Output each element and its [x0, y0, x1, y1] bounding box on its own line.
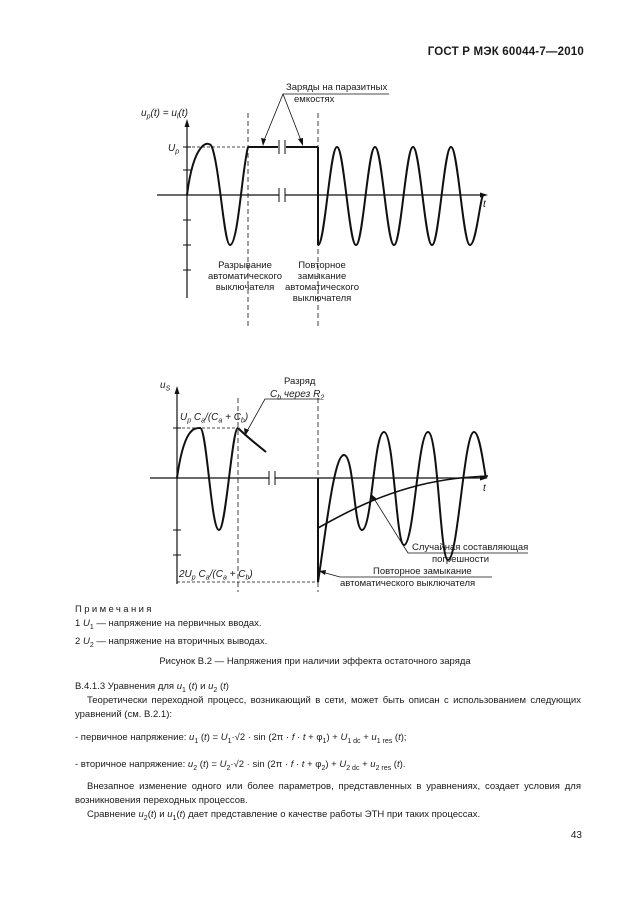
equation-primary: - первичное напряжение: $u_1$ $(t) = U_1\cdot√2 \cdot \sin (2\pi \cdot f \cdot t + \varphi_1) + U_{1 dc} + u_{1 res}$ (t);: [75, 732, 407, 745]
bottom-y-axis-label: $u_S$: [160, 380, 171, 393]
bottom-upper-level-label: $U_p$ $C_a/(C_a + C_b)$: [180, 412, 249, 425]
annot-break-line3: выключателя: [215, 282, 275, 293]
annot-discharge-line1: Разряд: [284, 376, 316, 387]
top-up-label: $U_p$: [168, 143, 180, 156]
paragraph-3: Сравнение $u_2(t)$ и $u_1(t)$ дает представление о качестве работы ЭТН при таких процессах.: [87, 809, 481, 822]
paragraph-1: Теоретически переходной процесс, возникающий в сети, может быть описан с использованием следующих уравнений (см. В.2.1):: [75, 695, 581, 720]
annot-discharge-line2: $C_b$ через $R_2$: [270, 389, 325, 402]
bottom-y-arrow: [175, 386, 180, 394]
top-wave-after: [318, 147, 483, 245]
bottom-discharge-curve: [238, 428, 266, 452]
top-t-arrow: [480, 193, 488, 198]
top-y-axis-label: $u_p(t) = u_l(t)$: [141, 108, 188, 121]
page-number: 43: [570, 830, 582, 841]
annot-reclose-line4: выключателя: [292, 293, 352, 304]
figure-notes: [75, 603, 267, 653]
annot-reclose-line2: замыкание: [297, 271, 347, 282]
top-t-label: t: [483, 199, 486, 210]
note-item-2: 2 $U_2$ — напряжение на вторичных выводах.: [75, 635, 268, 649]
top-y-arrow: [185, 119, 190, 127]
annot-random-line1: Случайная составляющая: [412, 542, 529, 553]
annot-reclose-line3: автоматического: [285, 282, 359, 293]
annot-random-line2: погрешности: [432, 554, 490, 565]
figure-caption: Рисунок В.2 — Напряжения при наличии эффекта остаточного заряда: [159, 656, 471, 667]
annot-charges-line2: емкостях: [294, 94, 335, 105]
annot-bottom-reclose-line2: автоматического выключателя: [340, 578, 476, 589]
bottom-wave-before: [177, 428, 238, 530]
bottom-t-label: t: [483, 483, 486, 494]
notes-title: Примечания: [75, 604, 154, 615]
annot-charges-line1: Заряды на паразитных: [286, 82, 388, 93]
bottom-lower-level-label: $2U_p$ $C_a/(C_a + C_b)$: [179, 569, 253, 582]
note-item-1: 1 $U_1$ — напряжение на первичных вводах.: [75, 618, 262, 631]
annot-break-line1: Разрывание: [218, 260, 272, 271]
section-title: В.4.1.3 Уравнения для $u_1$ (t) и $u_2$ (t): [75, 681, 229, 694]
annot-reclose-line1: Повторное: [298, 260, 346, 271]
annot-break-line2: автоматического: [208, 271, 282, 282]
annot-bottom-reclose-line1: Повторное замыкание: [373, 566, 472, 577]
paragraph-2: Внезапное изменение одного или более параметров, представленных в уравнениях, создает условия для возникновения переходных процессов.: [75, 781, 581, 806]
figure-top: [0, 0, 630, 340]
page-header: ГОСТ Р МЭК 60044-7—2010: [427, 46, 584, 58]
figure-bottom: [0, 360, 630, 600]
equation-secondary: - вторичное напряжение: $u_2$ $(t) = U_2\cdot√2 \cdot \sin (2\pi \cdot f \cdot t + \varphi_2) + U_{2 dc} + u_{2 res}$ (t).: [75, 759, 406, 772]
